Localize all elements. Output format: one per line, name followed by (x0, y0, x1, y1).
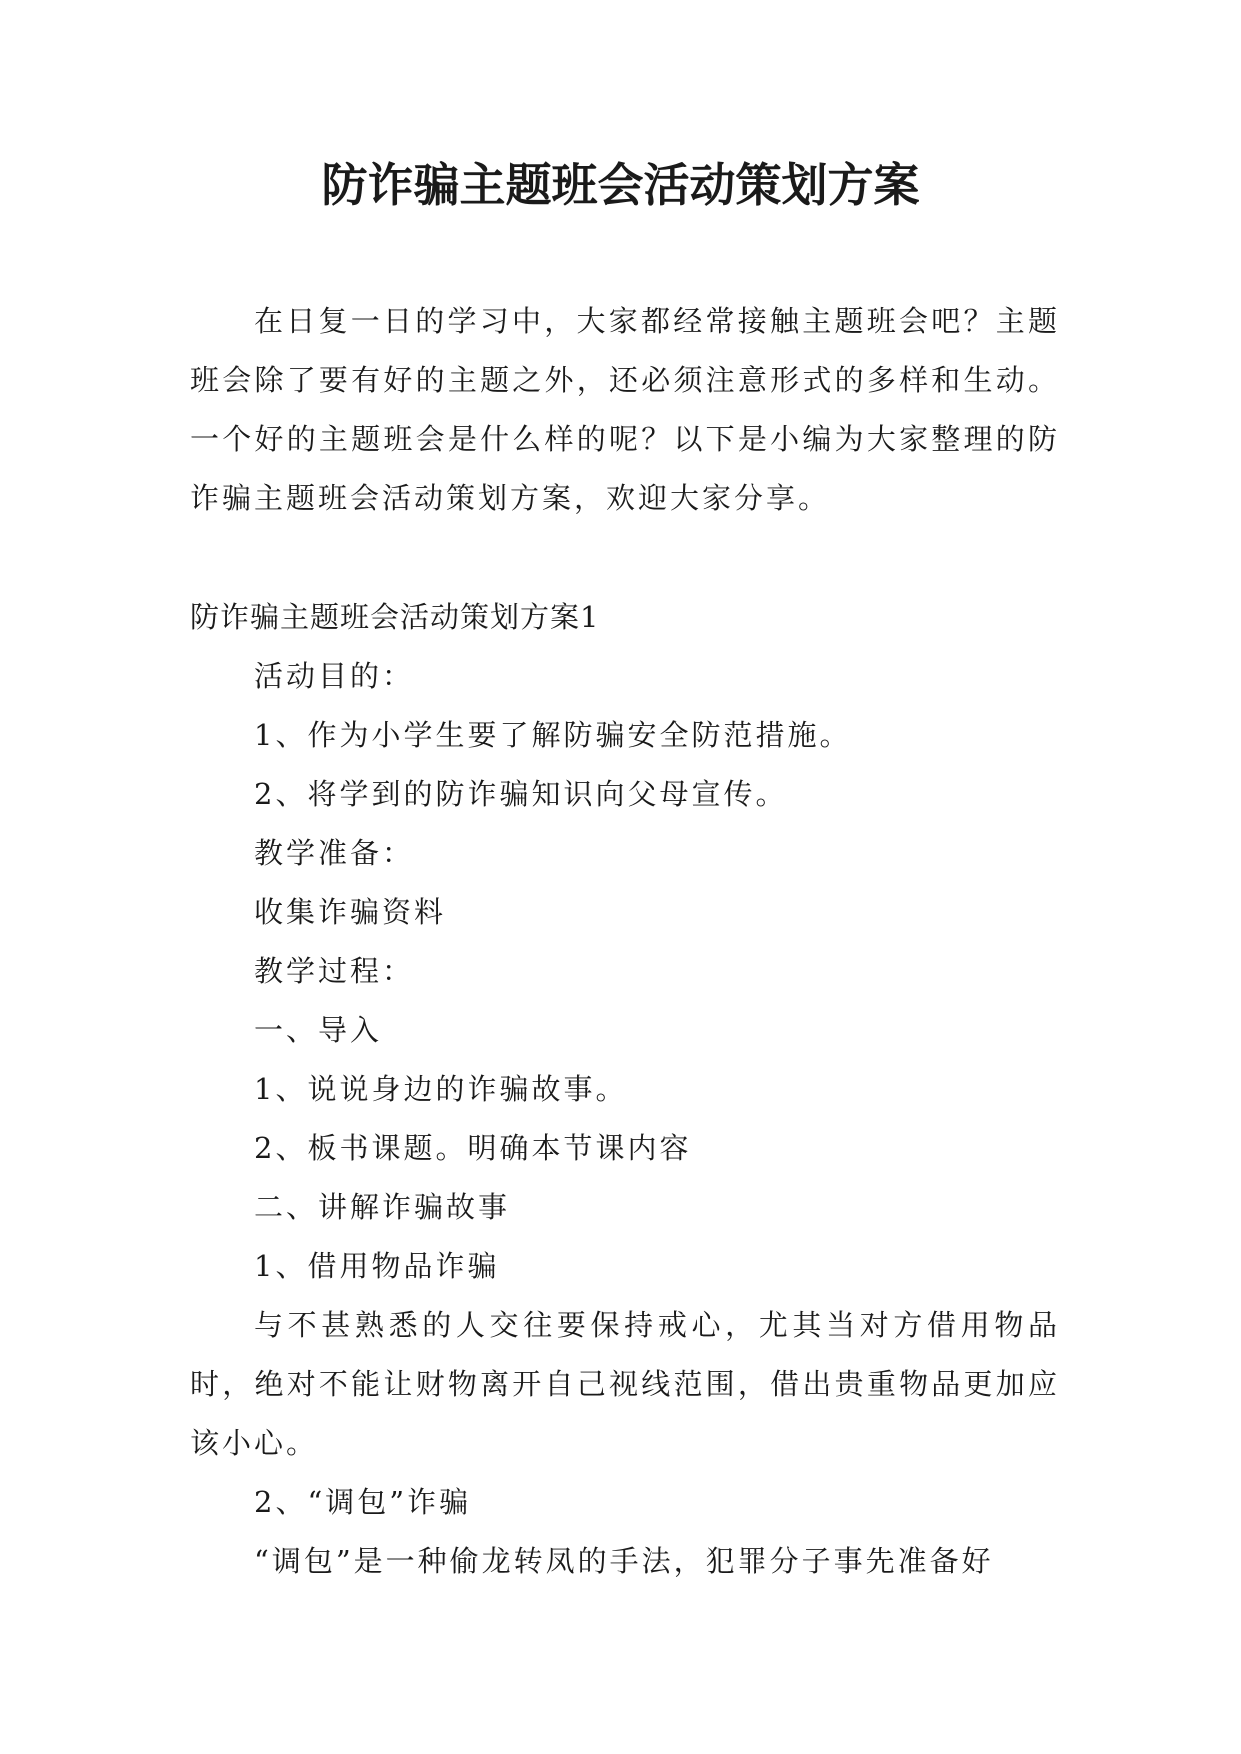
text-line-story-2-title: 2、“调包”诈骗 (254, 1485, 472, 1519)
text-line-step-intro-1: 1、说说身边的诈骗故事。 (254, 1072, 628, 1106)
intro-paragraph: 在日复一日的学习中，大家都经常接触主题班会吧？主题班会除了要有好的主题之外，还必须注意形式的多样和生动。一个好的主题班会是什么样的呢？以下是小编为大家整理的防诈骗主题班会活动策划方案，欢迎大家分享。 (190, 304, 1060, 515)
document-body (190, 292, 1060, 1591)
section-heading: 防诈骗主题班会活动策划方案1 (190, 600, 600, 634)
text-paragraph-story-2: “调包”是一种偷龙转凤的手法，犯罪分子事先准备好 (254, 1544, 994, 1578)
text-line-step-intro-2: 2、板书课题。明确本节课内容 (254, 1131, 692, 1165)
text-line-goal-2: 2、将学到的防诈骗知识向父母宣传。 (254, 777, 788, 811)
text-paragraph-story-1: 与不甚熟悉的人交往要保持戒心，尤其当对方借用物品时，绝对不能让财物离开自己视线范围，借出贵重物品更加应该小心。 (190, 1308, 1060, 1460)
text-line-story-1-title: 1、借用物品诈骗 (254, 1249, 500, 1283)
text-line-prep-heading: 教学准备： (254, 836, 415, 870)
text-line-process-heading: 教学过程： (254, 954, 415, 988)
text-line-prep-item: 收集诈骗资料 (254, 895, 447, 929)
text-line-goal-1: 1、作为小学生要了解防骗安全防范措施。 (254, 718, 852, 752)
text-line-goal-heading: 活动目的： (254, 659, 415, 693)
paragraph-gap (190, 528, 1060, 588)
document-title: 防诈骗主题班会活动策划方案 (321, 158, 920, 212)
text-line-step-stories: 二、讲解诈骗故事 (254, 1190, 511, 1224)
text-line-step-intro: 一、导入 (254, 1013, 383, 1047)
